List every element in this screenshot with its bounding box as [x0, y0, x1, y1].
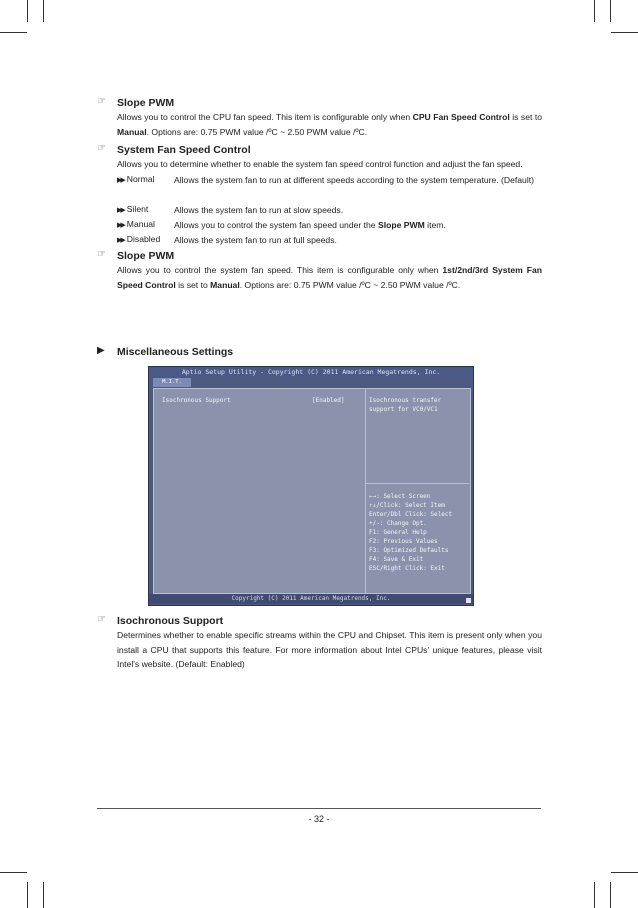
- bios-title: Aptio Setup Utility - Copyright (C) 2011 American Megatrends, Inc.: [149, 367, 473, 377]
- crop-mark: [0, 872, 27, 873]
- section-body: Allows you to determine whether to enable the system fan speed control function and adjust the fan speed.: [117, 159, 523, 169]
- page-number: - 32 -: [308, 814, 330, 824]
- section-body: Determines whether to enable specific streams within the CPU and Chipset. This item is present only when you install a CPU that supports this feature. For more information about Intel CPUs' unique features, please visit Intel's website. (Default: Enabled): [117, 630, 542, 669]
- section-body: Allows you to control the CPU fan speed. This item is configurable only when CPU Fan Speed Control is set to Manual. Options are: 0.75 PWM value /ºC ~ 2.50 PWM value /ºC.: [117, 112, 542, 137]
- bios-screenshot: [148, 366, 474, 606]
- pointing-hand-icon: ☞: [97, 249, 106, 260]
- section-heading: Isochronous Support: [117, 615, 224, 627]
- section-heading: Slope PWM: [117, 97, 175, 109]
- double-arrow-icon: ▶▶: [117, 177, 124, 184]
- bios-item-label: Isochronous Support: [162, 397, 231, 404]
- bios-key-hint: ESC/Right Click: Exit: [369, 565, 445, 572]
- crop-mark: [611, 872, 638, 873]
- double-arrow-icon: ▶▶: [117, 237, 124, 244]
- bios-scroll-indicator: [466, 598, 471, 603]
- bios-key-hint: ←→: Select Screen: [369, 493, 431, 500]
- double-arrow-icon: ▶▶: [117, 207, 124, 214]
- bios-key-hint: F2: Previous Values: [369, 538, 438, 545]
- crop-mark: [0, 32, 27, 33]
- crop-mark: [27, 0, 28, 22]
- bios-key-hint: F4: Save & Exit: [369, 556, 424, 563]
- bios-tab-mit: M.I.T.: [153, 378, 191, 387]
- footer-rule: [97, 808, 541, 809]
- bios-key-hint: Enter/Dbl Click: Select: [369, 511, 453, 518]
- section-body: Allows you to control the system fan speed. This item is configurable only when 1st/2nd/3rd System Fan Speed Control is set to Manual. Options are: 0.75 PWM value /ºC ~ 2.50 PWM value /ºC.: [117, 265, 542, 290]
- pointing-hand-icon: ☞: [97, 143, 106, 154]
- pointing-hand-icon: ☞: [97, 614, 106, 625]
- double-arrow-icon: ▶▶: [117, 222, 124, 229]
- crop-mark: [611, 32, 638, 33]
- bios-key-hint: F1: General Help: [369, 529, 427, 536]
- pointing-hand-icon: ☞: [97, 96, 106, 107]
- bios-left-pane: [153, 388, 366, 594]
- bios-key-hint: ↑↓/Click: Select Item: [369, 502, 445, 509]
- section-heading: System Fan Speed Control: [117, 144, 251, 156]
- crop-mark: [43, 882, 44, 908]
- section-heading: Slope PWM: [117, 250, 175, 262]
- crop-mark: [43, 0, 44, 22]
- option-row: ▶▶ Silent Allows the system fan to run at slow speeds.: [117, 204, 344, 215]
- crop-mark: [27, 882, 28, 908]
- triangle-bullet-icon: ▶: [97, 345, 105, 356]
- option-row: ▶▶ Disabled Allows the system fan to run at full speeds.: [117, 234, 337, 245]
- crop-mark: [594, 882, 595, 908]
- bios-divider: [365, 483, 469, 484]
- crop-mark: [594, 0, 595, 22]
- bios-footer: Copyright (C) 2011 American Megatrends, Inc.: [149, 594, 473, 604]
- bios-key-hint: +/-: Change Opt.: [369, 520, 427, 527]
- crop-mark: [610, 882, 611, 908]
- bios-help-pane: [365, 388, 471, 594]
- crop-mark: [610, 0, 611, 22]
- section-heading: Miscellaneous Settings: [117, 346, 234, 358]
- option-row: ▶▶ Manual Allows you to control the system fan speed under the Slope PWM item.: [117, 219, 446, 230]
- bios-help-line: support for VC0/VC1: [369, 406, 438, 413]
- bios-key-hint: F3: Optimized Defaults: [369, 547, 449, 554]
- bios-item-value: [Enabled]: [312, 397, 345, 404]
- bios-help-line: Isochronous transfer: [369, 397, 442, 404]
- option-row: ▶▶ Normal Allows the system fan to run at different speeds according to the system temperature. (Default): [117, 174, 534, 185]
